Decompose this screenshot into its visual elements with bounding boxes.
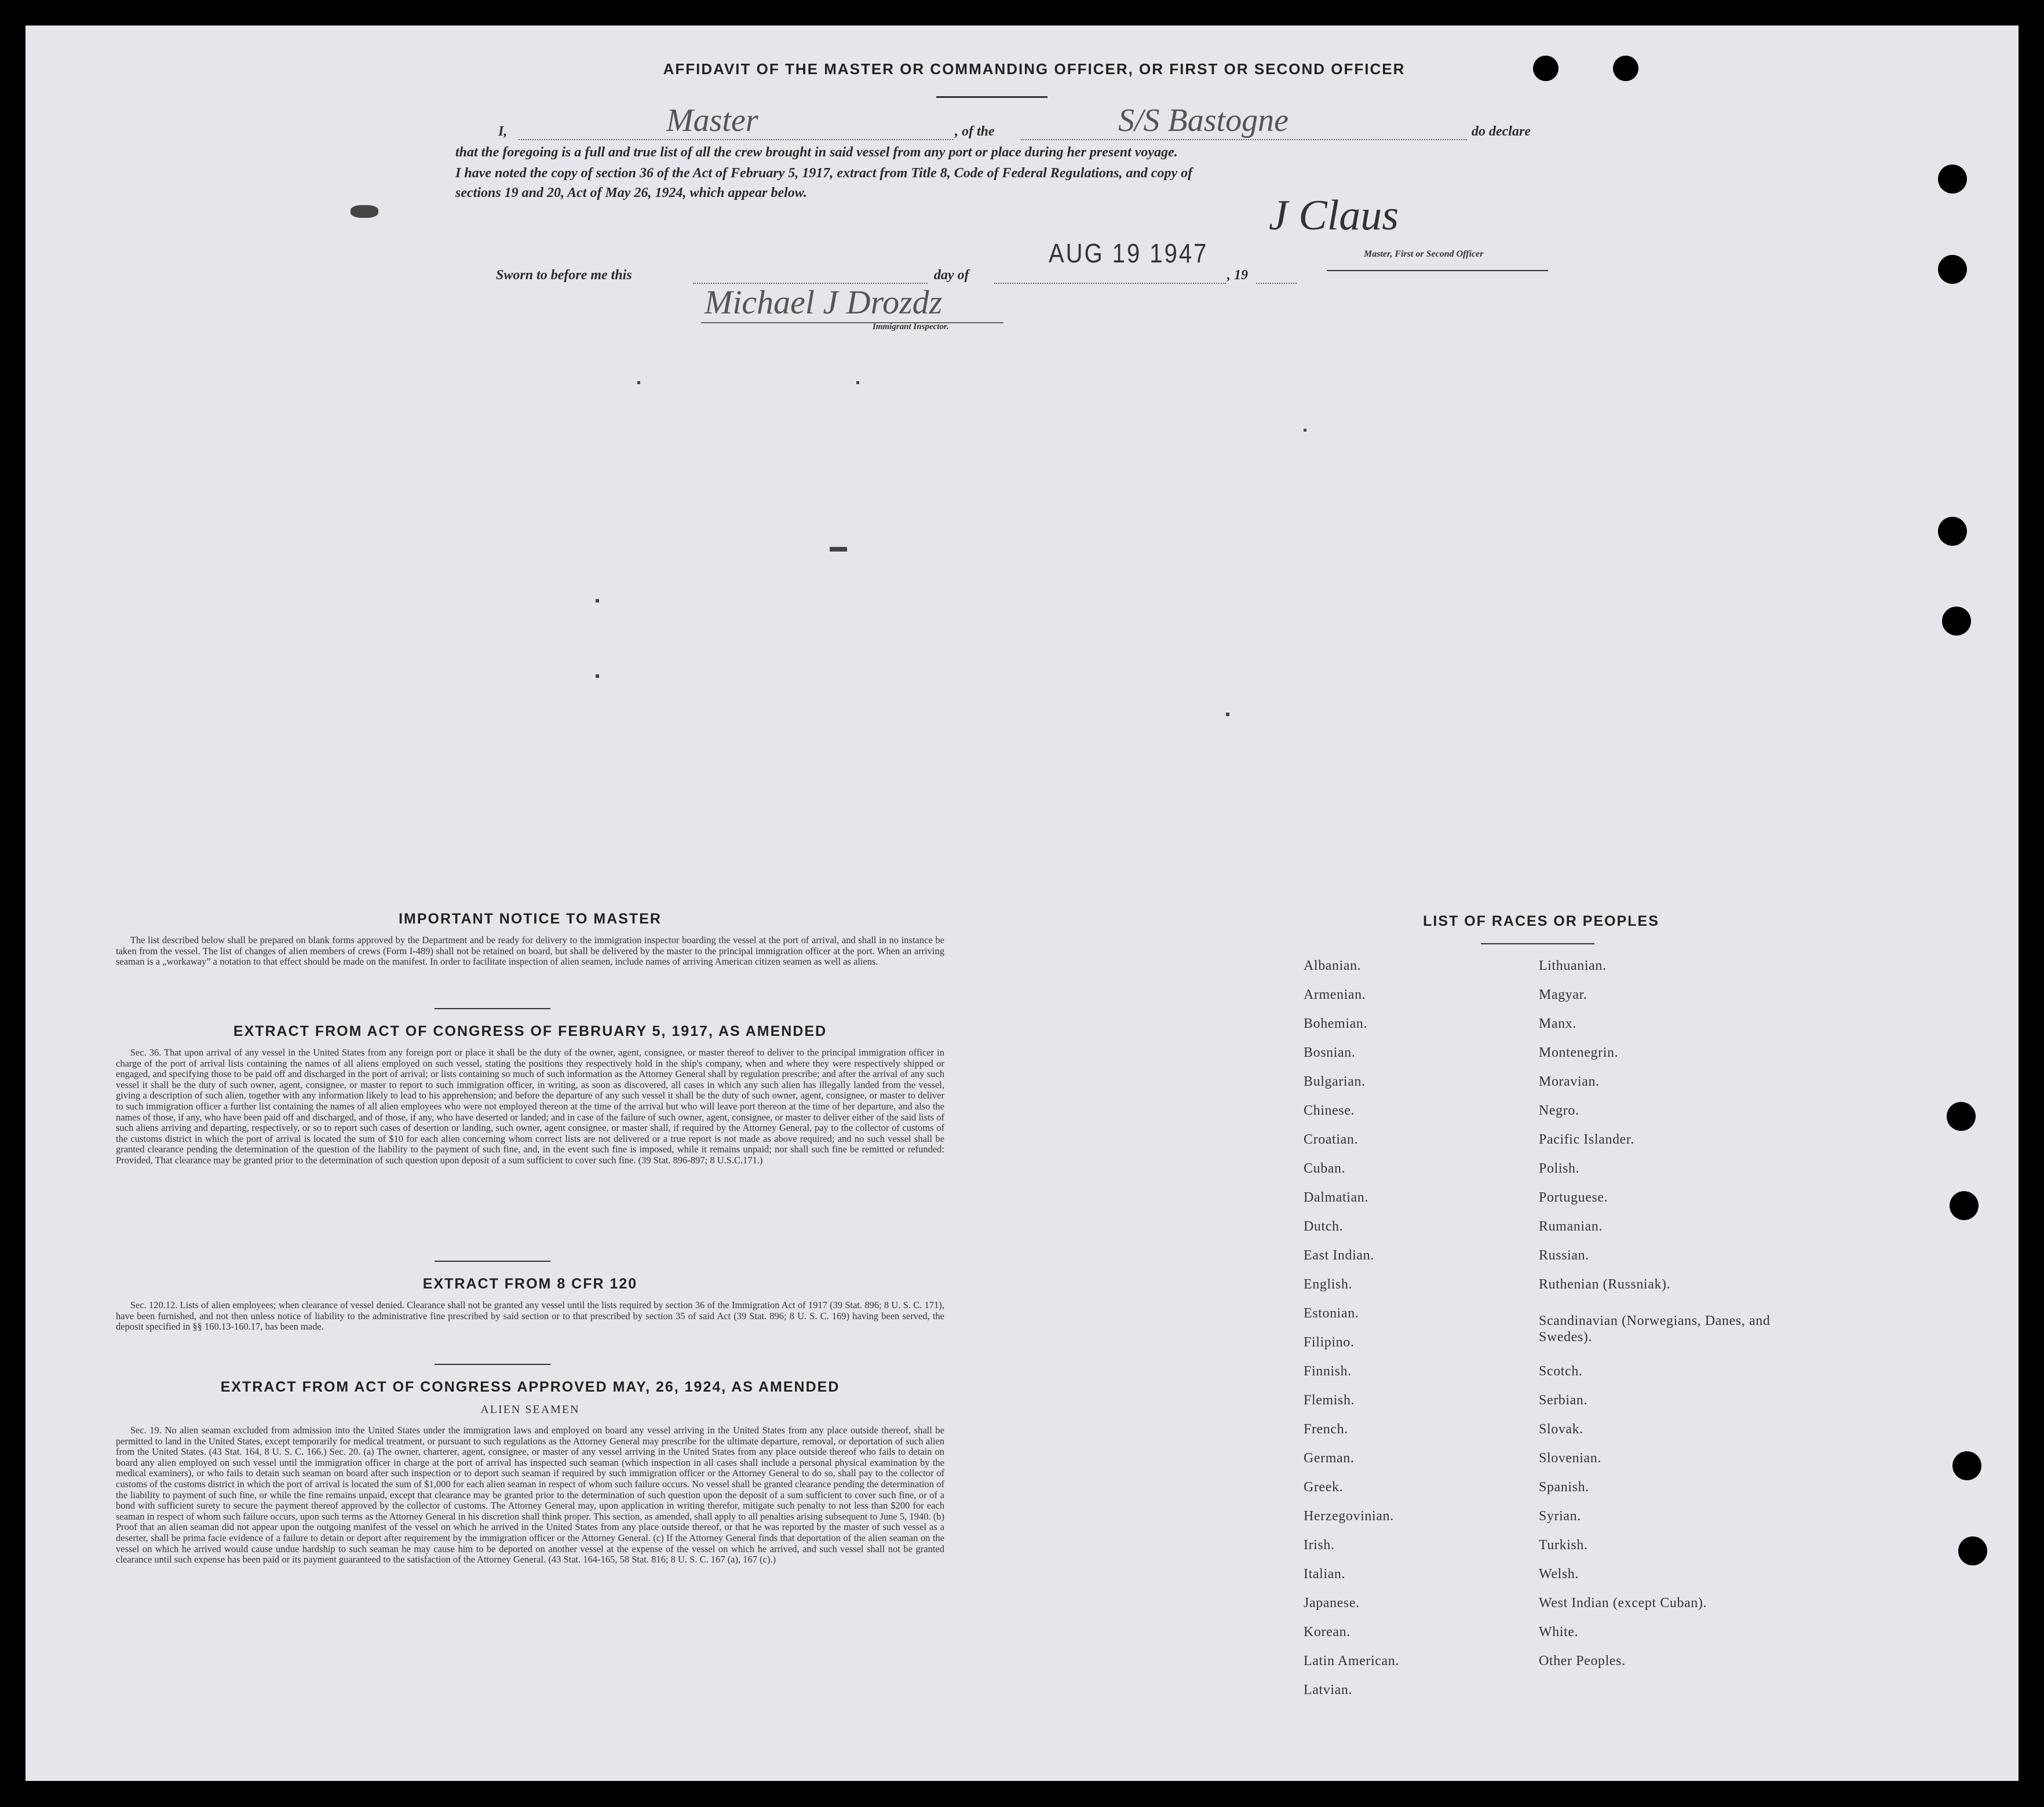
race-item: Bosnian. <box>1304 1045 1356 1060</box>
race-item: Armenian. <box>1304 987 1366 1002</box>
race-item: Korean. <box>1304 1625 1351 1640</box>
race-item: Slovenian. <box>1539 1451 1601 1466</box>
race-item: Serbian. <box>1539 1393 1588 1408</box>
punch-hole <box>1938 517 1967 546</box>
race-item: Russian. <box>1539 1248 1589 1263</box>
master-signature: J Claus <box>1269 192 1399 239</box>
extract-1917-heading: EXTRACT FROM ACT OF CONGRESS OF FEBRUARY 5, 1917, AS AMENDED <box>233 1023 827 1039</box>
race-item: French. <box>1304 1422 1348 1437</box>
race-item: Greek. <box>1304 1480 1344 1495</box>
extract-8cfr-heading: EXTRACT FROM 8 CFR 120 <box>422 1276 638 1292</box>
race-item: Lithuanian. <box>1539 958 1607 973</box>
of-the-label: , of the <box>955 124 995 139</box>
ink-speck <box>596 599 599 603</box>
races-heading: LIST OF RACES OR PEOPLES <box>1423 913 1659 929</box>
ink-speck <box>596 674 599 678</box>
extract-1924-text: Sec. 19. No alien seaman excluded from admission into the United States under the immigration laws and employed on board any vessel arriving in the United States from any place outside thereof, shall be permitted to land in the United States, except temporarily for medical treatment, or pursuant to such regulations as the Attorney General may prescribe for the ultimate departure, removal, or deportation of such alien from the United States. (43 Stat. 164, 8 U. S. C. 166.) Sec. 20. (a) The owner, charterer, agent, consignee, or master of any vessel arriving in the United States from any place outside thereof who fails to detain on board any alien employed on such vessel until the immigration officer in charge at the port of arrival has inspected such seaman (which inspection in all cases shall include a personal physical examination by the medical examiners), or who fails to detain such seaman on board after such inspection or to deport such seaman if required by such immigration officer or the Attorney General to do so, shall pay to the collector of customs of the customs district in which the port of arrival is located the sum of $1,000 for each alien seaman in respect of whom such failure occurs. No vessel shall be granted clearance pending the determination of the liability to payment of such fine, or while the fine remains unpaid, except that clearance may be granted prior to the determination of such question upon the deposit of a sum sufficient to cover such fine, or of a bond with sufficient surety to secure the payment thereof approved by the collector of customs. The Attorney General may, upon application in writing therefor, mitigate such penalty to not less than $200 for each seaman in respect of whom such failure occurs, upon such terms as the Attorney General in his discretion shall think proper. This section, as amended, shall apply to all penalties arising subsequent to June 5, 1940. (b) Proof that an alien seaman did not appear upon the outgoing manifest of the vessel on which he arrived in the United States from any place outside thereof, or that he was reported by the master of such vessel as a deserter, shall be prima facie evidence of a failure to detain or deport after requirement by the immigration officer or the Attorney General. (c) If the Attorney General finds that deportation of the alien seaman on the vessel on which he arrived would cause undue hardship to such seaman he may cause him to be deported on another vessel at the expense of the vessel on which he arrived, and such vessel shall not be granted clearance until such expense has been paid or its payment guaranteed to the satisfaction of the Attorney General. (43 Stat. 164-165, 58 Stat. 816; 8 U. S. C. 167 (a), 167 (c).) <box>116 1425 944 1565</box>
punch-hole <box>1958 1536 1987 1565</box>
race-item: Pacific Islander. <box>1539 1132 1634 1147</box>
affidavit-line-4: sections 19 and 20, Act of May 26, 1924, which appear below. <box>455 185 807 200</box>
day-of-label: day of <box>934 268 969 283</box>
notice-heading: IMPORTANT NOTICE TO MASTER <box>399 911 662 927</box>
race-item: Spanish. <box>1539 1480 1589 1495</box>
notice-text: The list described below shall be prepared on blank forms approved by the Department and be ready for delivery to the immigration inspector boarding the vessel at the port of arrival, and shall in no instance be taken from the vessel. The list of changes of alien members of crews (Form I-489) shall not be retained on board, but shall be delivered by the master to the principal immigration officer at the port. When an arriving seaman is a „workaway” a notation to that effect should be made on the manifest. In order to facilitate inspection of alien seamen, include names of arriving American citizen seamen as well as aliens. <box>116 934 944 968</box>
race-item: English. <box>1304 1277 1353 1292</box>
race-item: Italian. <box>1304 1567 1346 1582</box>
race-item: German. <box>1304 1451 1355 1466</box>
vessel-handwritten: S/S Bastogne <box>1118 103 1289 138</box>
race-item: Magyar. <box>1539 987 1587 1002</box>
affidavit-line-2: that the foregoing is a full and true list of all the crew brought in said vessel from any port or place during her present voyage. <box>455 145 1178 160</box>
inspector-caption: Immigrant Inspector. <box>873 322 949 331</box>
ink-speck <box>830 547 847 552</box>
races-heading-underline <box>1481 943 1594 944</box>
race-item: Moravian. <box>1539 1074 1600 1089</box>
race-item: Filipino. <box>1304 1335 1355 1350</box>
punch-hole <box>1950 1191 1979 1220</box>
race-item: Latin American. <box>1304 1653 1399 1669</box>
race-item: Latvian. <box>1304 1682 1353 1698</box>
sworn-label: Sworn to before me this <box>496 268 632 283</box>
extract-1924-heading: EXTRACT FROM ACT OF CONGRESS APPROVED MAY, 26, 1924, AS AMENDED <box>220 1379 840 1395</box>
race-item: Finnish. <box>1304 1364 1352 1379</box>
race-item: West Indian (except Cuban). <box>1539 1596 1707 1611</box>
punch-hole <box>1613 56 1638 81</box>
affidavit-i-label: I, <box>498 124 508 139</box>
race-item: Japanese. <box>1304 1596 1360 1611</box>
race-item: Herzegovinian. <box>1304 1509 1394 1524</box>
inspector-signature: Michael J Drozdz <box>705 283 943 321</box>
race-item: Scotch. <box>1539 1364 1583 1379</box>
officer-field-line <box>519 139 953 140</box>
sworn-month-line <box>994 283 1226 284</box>
date-stamp: AUG 19 1947 <box>1049 239 1209 269</box>
sworn-year-line <box>1256 283 1297 284</box>
affidavit-title: AFFIDAVIT OF THE MASTER OR COMMANDING OFFICER, OR FIRST OR SECOND OFFICER <box>663 60 1406 78</box>
do-declare-label: do declare <box>1472 124 1531 139</box>
divider <box>435 1261 550 1262</box>
race-item: Rumanian. <box>1539 1219 1603 1234</box>
extract-1924-subheading: ALIEN SEAMEN <box>480 1403 580 1416</box>
race-item: White. <box>1539 1625 1579 1640</box>
ink-speck <box>1304 429 1306 432</box>
race-item: Flemish. <box>1304 1393 1355 1408</box>
divider <box>435 1364 550 1365</box>
ink-speck <box>1226 713 1229 716</box>
race-item: Turkish. <box>1539 1538 1588 1553</box>
race-item: Bohemian. <box>1304 1016 1368 1031</box>
race-item: East Indian. <box>1304 1248 1374 1263</box>
race-item: Negro. <box>1539 1103 1579 1118</box>
race-item: Scandinavian (Norwegians, Danes, and Swedes). <box>1539 1313 1771 1345</box>
race-item: Cuban. <box>1304 1161 1346 1176</box>
master-signature-caption: Master, First or Second Officer <box>1364 249 1484 259</box>
punch-hole <box>1952 1451 1981 1480</box>
divider <box>435 1008 550 1009</box>
race-item: Bulgarian. <box>1304 1074 1366 1089</box>
race-item: Dalmatian. <box>1304 1190 1368 1205</box>
race-item: Croatian. <box>1304 1132 1359 1147</box>
title-underline <box>936 96 1047 98</box>
race-item: Dutch. <box>1304 1219 1344 1234</box>
extract-1917-text: Sec. 36. That upon arrival of any vessel in the United States from any foreign port or place it shall be the duty of the owner, agent, consignee, or master thereof to deliver to the principal immigration officer in charge of the port of arrival lists containing the names of all aliens employed on such vessel, stating the positions they respectively hold in the ship's company, when and where they were respectively shipped or engaged, and specifying those to be paid off and discharged in the port of arrival; or lists containing so much of such information as the Attorney General shall by regulation prescribe; and after the arrival of any such vessel it shall be the duty of such owner, agent, consignee, or master to report to such immigration officer, in writing, as soon as discovered, all cases in which any such alien has illegally landed from the vessel, giving a description of such alien, together with any information likely to lead to his apprehension; and before the departure of any such vessel it shall be the duty of such owner, agent, consignee, or master to deliver to such immigration officer a further list containing the names of all alien employees who were not employed thereon at the time of the arrival but who will leave port thereon at the time of her departure, and also the names of those, if any, who have been paid off and discharged, and of those, if any, who have deserted or landed; and in case of the failure of such owner, agent, consignee, or master to deliver either of the said lists of such aliens arriving and departing, respectively, or so to report such cases of desertion or landing, such owner, agent consignee, or master shall, if required by the Attorney General, pay to the collector of customs of the customs district in which the port of arrival is located the sum of $10 for each alien concerning whom correct lists are not delivered or a true report is not made as above required; and no such vessel shall be granted clearance pending the determination of the question of the liability to the payment of such fine, and, in the event such fine is imposed, while it remains unpaid; nor shall such fine be remitted or refunded: Provided, That clearance may be granted prior to the determination of such question upon deposit of a sum sufficient to cover such fine. (39 Stat. 896-897; 8 U.S.C.171.) <box>116 1047 944 1166</box>
affidavit-line-3: I have noted the copy of section 36 of the Act of February 5, 1917, extract from Title 8, Code of Federal Regulations, and copy of <box>455 166 1193 181</box>
race-item: Other Peoples. <box>1539 1653 1626 1669</box>
race-item: Chinese. <box>1304 1103 1355 1118</box>
inspector-signature-line <box>701 322 1003 323</box>
ink-smudge <box>351 205 378 218</box>
race-item: Albanian. <box>1304 958 1362 973</box>
race-item: Irish. <box>1304 1538 1335 1553</box>
race-item: Slovak. <box>1539 1422 1583 1437</box>
ink-speck <box>856 381 859 384</box>
race-item: Portuguese. <box>1539 1190 1608 1205</box>
race-item: Syrian. <box>1539 1509 1581 1524</box>
master-signature-line <box>1327 270 1548 271</box>
race-item: Estonian. <box>1304 1306 1359 1321</box>
extract-8cfr-text: Sec. 120.12. Lists of alien employees; when clearance of vessel denied. Clearance shall not be granted any vessel until the lists required by section 36 of the Immigration Act of 1917 (39 Stat. 896; 8 U. S. C. 171), have been furnished, and not then unless notice of liability to the administrative fine prescribed by said section or to that prescribed by section 35 of said Act (39 Stat. 896; 8 U. S. C. 169) having been served, the deposit specified in §§ 160.13-160.17, has been made. <box>116 1299 944 1333</box>
ink-speck <box>637 381 640 384</box>
race-item: Welsh. <box>1539 1567 1579 1582</box>
race-item: Polish. <box>1539 1161 1580 1176</box>
race-item: Montenegrin. <box>1539 1045 1619 1060</box>
punch-hole <box>1947 1102 1976 1131</box>
punch-hole <box>1938 165 1967 194</box>
vessel-field-line <box>1021 139 1467 140</box>
officer-handwritten: Master <box>666 103 758 138</box>
punch-hole <box>1938 255 1967 284</box>
year-label: , 19 <box>1227 268 1248 283</box>
race-item: Manx. <box>1539 1016 1576 1031</box>
race-item: Ruthenian (Russniak). <box>1539 1277 1671 1292</box>
punch-hole <box>1942 607 1971 636</box>
